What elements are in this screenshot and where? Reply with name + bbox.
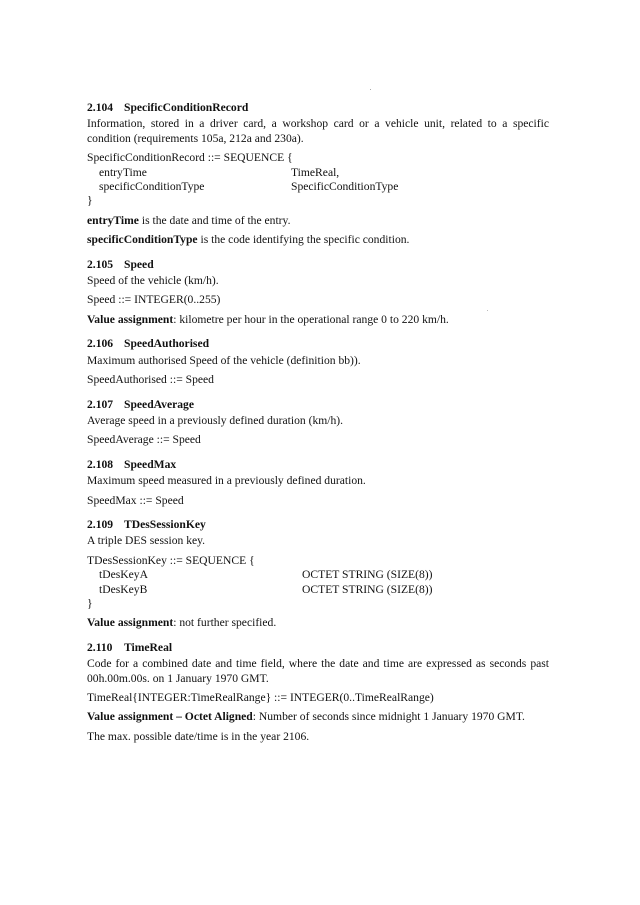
value-assignment-text: : kilometre per hour in the operational range 0 to 220 km/h.: [173, 312, 449, 326]
field-type: SpecificConditionType: [291, 180, 399, 194]
section-description: Information, stored in a driver card, a workshop card or a vehicle unit, related to a specific condition (requirements 105a, 212a and 230a).: [87, 117, 549, 145]
section-2-107: [87, 398, 549, 448]
section-number: 2.107: [87, 397, 114, 411]
section-description: Maximum authorised Speed of the vehicle (definition bb)).: [87, 353, 361, 367]
sequence-field: [87, 583, 549, 597]
section-title: SpeedMax: [124, 457, 177, 471]
section-title: Speed: [124, 257, 154, 271]
document-body: [87, 101, 549, 754]
section-description: Code for a combined date and time field, where the date and time are expressed as seconds past 00h.00m.00s. on 1 January 1970 GMT.: [87, 657, 549, 685]
value-assignment-label: Value assignment: [87, 616, 174, 630]
section-title: SpeedAverage: [124, 397, 194, 411]
note-term: specificConditionType: [87, 233, 198, 247]
section-description: A triple DES session key.: [87, 534, 206, 548]
asn1-definition: SpeedAverage ::= Speed: [87, 433, 201, 447]
section-2-108: [87, 458, 549, 508]
field-note: [87, 233, 549, 247]
sequence-close: }: [87, 194, 93, 208]
section-heading: [87, 458, 549, 472]
value-assignment: [87, 313, 549, 327]
scan-speck: [370, 89, 371, 90]
section-title: SpeedAuthorised: [124, 337, 210, 351]
note-text: is the code identifying the specific condition.: [197, 233, 410, 247]
note-text: is the date and time of the entry.: [138, 213, 291, 227]
section-number: 2.108: [87, 457, 114, 471]
section-number: 2.109: [87, 517, 114, 531]
sequence-field: [87, 568, 549, 582]
section-heading: [87, 101, 549, 115]
field-note: [87, 214, 549, 228]
section-heading: [87, 337, 549, 351]
value-assignment-label: Value assignment – Octet Aligned: [87, 710, 253, 724]
section-title: SpecificConditionRecord: [124, 101, 249, 114]
asn1-definition: SpeedAuthorised ::= Speed: [87, 373, 214, 387]
section-description: Average speed in a previously defined duration (km/h).: [87, 413, 344, 427]
section-2-109: [87, 518, 549, 631]
section-heading: [87, 518, 549, 532]
field-type: OCTET STRING (SIZE(8)): [302, 568, 433, 582]
section-2-104: [87, 101, 549, 248]
sequence-open: TDesSessionKey ::= SEQUENCE {: [87, 553, 255, 567]
sequence-close: }: [87, 596, 93, 610]
value-assignment-text: : not further specified.: [173, 616, 277, 630]
field-type: TimeReal,: [291, 165, 340, 179]
section-2-110: [87, 641, 549, 744]
field-name: tDesKeyA: [99, 568, 148, 582]
section-2-105: [87, 258, 549, 328]
sequence-field: [87, 180, 549, 194]
field-type: OCTET STRING (SIZE(8)): [302, 582, 433, 596]
asn1-sequence: [87, 554, 549, 612]
section-description: Speed of the vehicle (km/h).: [87, 274, 219, 288]
section-number: 2.110: [87, 640, 113, 654]
section-title: TDesSessionKey: [124, 517, 206, 531]
asn1-definition: SpeedMax ::= Speed: [87, 493, 184, 507]
extra-note: The max. possible date/time is in the year 2106.: [87, 729, 310, 743]
sequence-open: SpecificConditionRecord ::= SEQUENCE {: [87, 151, 293, 165]
section-number: 2.106: [87, 337, 114, 351]
field-name: entryTime: [99, 165, 147, 179]
field-name: specificConditionType: [99, 180, 205, 194]
note-term: entryTime: [87, 213, 139, 227]
value-assignment-text: : Number of seconds since midnight 1 January 1970 GMT.: [252, 710, 525, 724]
section-2-106: [87, 337, 549, 387]
value-assignment: [87, 710, 549, 724]
asn1-definition: TimeReal{INTEGER:TimeRealRange} ::= INTEGER(0..TimeRealRange): [87, 691, 434, 704]
section-number: 2.105: [87, 257, 114, 271]
field-name: tDesKeyB: [99, 582, 148, 596]
sequence-field: [87, 166, 549, 180]
section-title: TimeReal: [124, 640, 173, 654]
section-number: 2.104: [87, 101, 114, 114]
asn1-sequence: [87, 151, 549, 209]
section-heading: [87, 641, 549, 655]
asn1-definition: Speed ::= INTEGER(0..255): [87, 293, 221, 307]
section-description: Maximum speed measured in a previously defined duration.: [87, 474, 366, 488]
value-assignment: [87, 616, 549, 630]
value-assignment-label: Value assignment: [87, 312, 174, 326]
section-heading: [87, 398, 549, 412]
section-heading: [87, 258, 549, 272]
